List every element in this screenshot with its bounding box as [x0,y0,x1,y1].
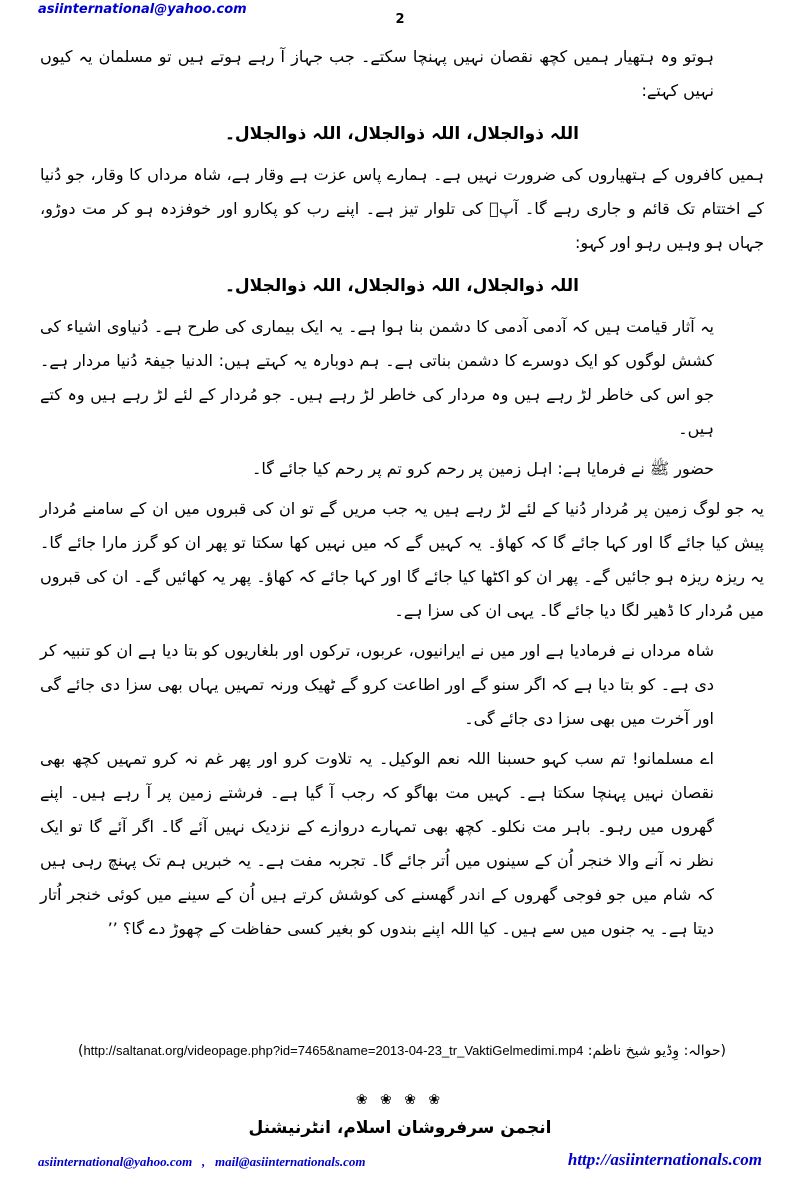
reference-close: ) [77,1043,84,1059]
footer-email-right-link[interactable]: mail@asiinternationals.com [214,1154,366,1169]
reference-label: (حوالہ: وِڈیو شیخ ناظم: [587,1043,727,1059]
video-reference [40,1040,764,1062]
header-email[interactable]: asiinternational@yahoo.com [38,2,247,17]
footer-emails [38,1154,366,1170]
footer [38,1150,762,1174]
zikr-line-1: اللہ ذوالجلال، اللہ ذوالجلال، اللہ ذوالجلال۔ [224,124,580,144]
footer-website-link[interactable]: http://asiinternationals.com [567,1150,762,1169]
footer-email-left-link[interactable]: asiinternational@yahoo.com [38,1154,193,1169]
page-number: 2 [395,12,405,27]
paragraph-5: یہ جو لوگ زمین پر مُردار دُنیا کے لئے لڑ رہے ہیں یہ جب مریں گے تو ان کی قبروں میں ان کے سامنے مُردار پیش کیا جائے گا اور کہا جائے گا کہ کھاؤ۔ یہ کہیں گے کہ میں نہیں کھا سکتا تو پھر ان کو گرز مارا جائے گا۔ یہ ریزہ ریزہ ہو جائیں گے۔ پھر ان کو اکٹھا کیا جائے گا اور کہا جائے کہ کھاؤ۔ پھر یہ کھائیں گے۔ ان کی قبروں میں مُردار کا ڈھیر لگا دیا جائے گا۔ یہی ان کی سزا ہے۔ [40,499,764,620]
paragraph-4: حضور ﷺ نے فرمایا ہے: اہل زمین پر رحم کرو تم پر رحم کیا جائے گا۔ [252,459,714,478]
paragraph-7: اے مسلمانو! تم سب کہو حسبنا اللہ نعم الوکیل۔ یہ تلاوت کرو اور پھر غم نہ کرو تمہیں کچھ بھی نقصان نہیں پہنچا سکتا ہے۔ کہیں مت بھاگو کہ رجب آ گیا ہے۔ فرشتے زمین پر آ رہے ہیں۔ اپنے گھروں میں رہو۔ باہر مت نکلو۔ کچھ بھی تمہارے دروازے کے نزدیک نہیں آئے گا۔ اگر آئے گا تو ایک نظر نہ آنے والا خنجر اُن کے سینوں میں اُتر جائے گا۔ تجربہ مفت ہے۔ یہ خبریں ہم تک پہنچ رہی ہیں کہ شام میں جو فوجی گھروں کے اندر گھسنے کی کوشش کرتے ہیں اُن کے سینے میں کوئی خنجر اُتار دیتا ہے۔ یہ جنوں میں سے ہیں۔ کیا اللہ اپنے بندوں کو بغیر کسی حفاظت کے چھوڑ دے گا؟ ’’ [40,749,714,938]
zikr-line-2: اللہ ذوالجلال، اللہ ذوالجلال، اللہ ذوالجلال۔ [224,276,580,296]
document-body [40,40,764,952]
paragraph-1: ہوتو وہ ہتھیار ہمیں کچھ نقصان نہیں پہنچا سکتے۔ جب جہاز آ رہے ہوتے ہیں تو مسلمان یہ کیوں نہیں کہتے: [40,47,714,100]
footer-divider: , [201,1154,206,1169]
ornament-separator: ❀ ❀ ❀ ❀ [355,1092,445,1108]
paragraph-2: ہمیں کافروں کے ہتھیاروں کی ضرورت نہیں ہے۔ ہمارے پاس عزت ہے وقار ہے، شاہ مرداں کا وقار، جو دُنیا کے اختتام تک قائم و جاری رہے گا۔ آپؑ کی تلوار تیز ہے۔ اپنے رب کو پکارو اور خوفزدہ ہو کر مت دوڑو، جہاں ہو وہیں رہو اور کہو: [40,165,764,252]
paragraph-3: یہ آثار قیامت ہیں کہ آدمی آدمی کا دشمن بنا ہوا ہے۔ یہ ایک بیماری کی طرح ہے۔ دُنیاوی اشیاء کی کشش لوگوں کو ایک دوسرے کا دشمن بناتی ہے۔ ہم دوبارہ یہ کہتے ہیں: الدنیا جیفۃ دُنیا مردار ہے۔ جو اس کی خاطر لڑ رہے ہیں وہ مردار کی خاطر لڑ رہے ہیں۔ جو مُردار کے لئے لڑ رہے ہیں وہ کتے ہیں۔ [40,317,714,438]
paragraph-6: شاہ مرداں نے فرمادیا ہے اور میں نے ایرانیوں، عربوں، ترکوں اور بلغاریوں کو بتا دیا ہے ان کو تنبیہ کر دی ہے۔ کو بتا دیا ہے کہ اگر سنو گے اور اطاعت کرو گے ٹھیک ورنہ تمہیں یہاں بھی سزا دی جائے گی اور آخرت میں بھی سزا دی جائے گی۔ [40,641,714,728]
reference-url-link[interactable]: http://saltanat.org/videopage.php?id=7465&name=2013-04-23_tr_VaktiGelmedimi.mp4 [83,1043,584,1058]
organization-name: انجمن سرفروشان اسلام، انٹرنیشنل [248,1118,552,1138]
